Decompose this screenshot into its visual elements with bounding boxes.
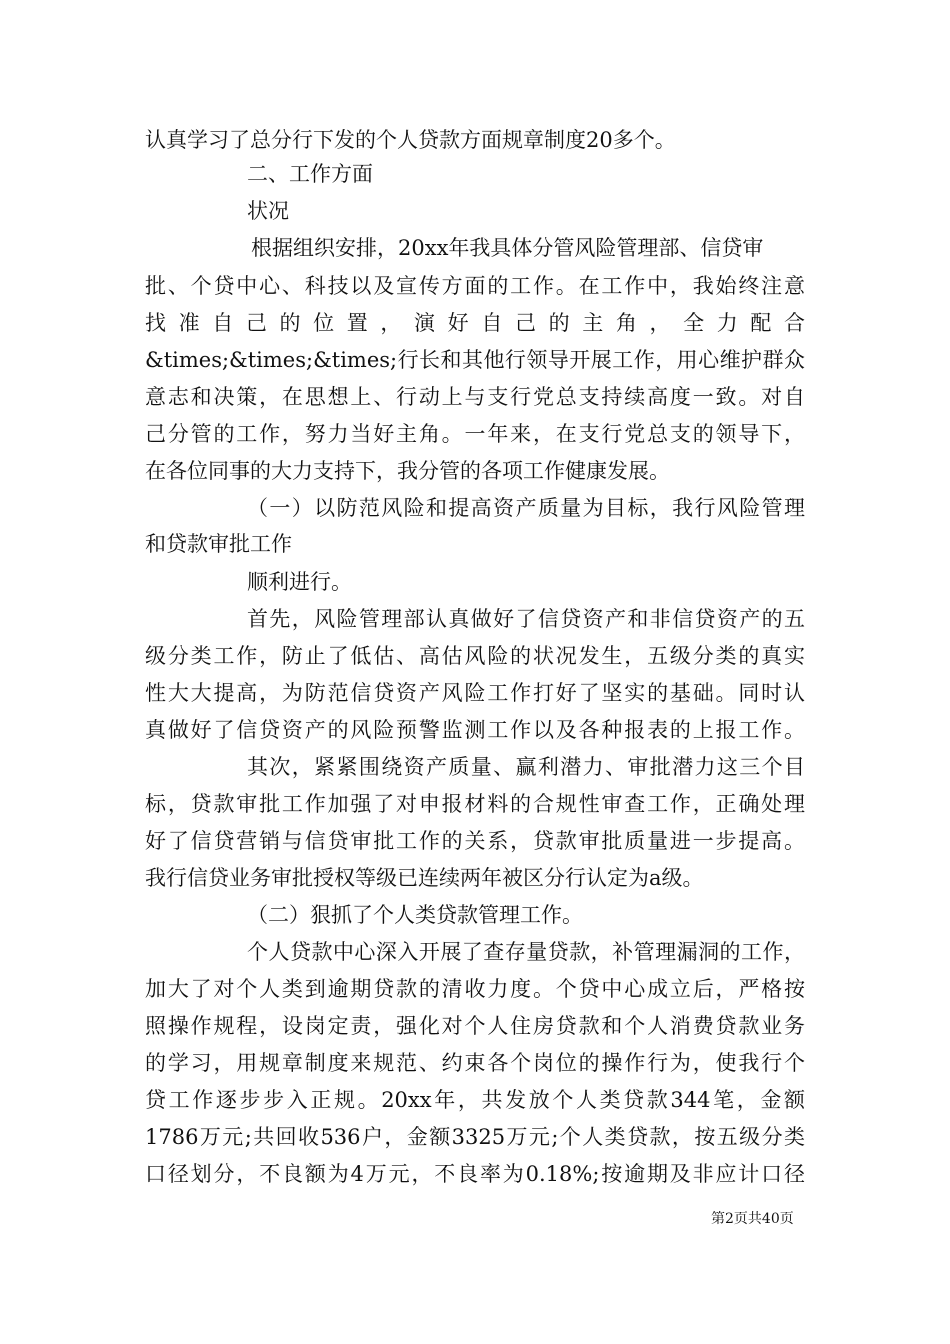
- paragraph-line: 己分管的工作，努力当好主角。一年来，在支行党总支的领导下，: [145, 422, 805, 446]
- paragraph-line: 的学习，用规章制度来规范、约束各个岗位的操作行为，使我行个: [145, 1051, 805, 1075]
- page-number: 第2页共40页: [711, 1211, 794, 1227]
- paragraph-line: 根据组织安排，20xx年我具体分管风险管理部、信贷审: [251, 236, 764, 260]
- paragraph-line: 认真学习了总分行下发的个人贷款方面规章制度20多个。: [145, 128, 676, 152]
- paragraph-line: 口径划分，不良额为4万元，不良率为0.18%;按逾期及非应计口径: [145, 1162, 805, 1186]
- paragraph-line: 在各位同事的大力支持下，我分管的各项工作健康发展。: [145, 459, 670, 483]
- section-heading: 二、工作方面: [247, 162, 373, 186]
- paragraph-line: 和贷款审批工作: [145, 532, 292, 556]
- subsection-heading: （二）狠抓了个人类贷款管理工作。: [247, 903, 583, 927]
- paragraph-line: 找准自己的位置，演好自己的主角，全力配合: [145, 311, 805, 335]
- paragraph-line: 意志和决策，在思想上、行动上与支行党总支持续高度一致。对自: [145, 385, 805, 409]
- paragraph-line: 照操作规程，设岗定责，强化对个人住房贷款和个人消费贷款业务: [145, 1014, 805, 1038]
- paragraph-line: 个人贷款中心深入开展了查存量贷款，补管理漏洞的工作，: [247, 940, 805, 964]
- paragraph-line: 首先，风险管理部认真做好了信贷资产和非信贷资产的五: [247, 607, 805, 631]
- paragraph-line: 级分类工作，防止了低估、高估风险的状况发生，五级分类的真实: [145, 644, 805, 668]
- paragraph-line: 性大大提高，为防范信贷资产风险工作打好了坚实的基础。同时认: [145, 681, 805, 705]
- paragraph-line: 顺利进行。: [247, 570, 352, 594]
- paragraph-line: 1786万元;共回收536户，金额3325万元;个人类贷款，按五级分类: [145, 1125, 805, 1149]
- paragraph-line: 批、个贷中心、科技以及宣传方面的工作。在工作中，我始终注意: [145, 274, 805, 298]
- paragraph-line: 贷工作逐步步入正规。20xx年，共发放个人类贷款344笔，金额: [145, 1088, 805, 1112]
- paragraph-line: 好了信贷营销与信贷审批工作的关系，贷款审批质量进一步提高。: [145, 829, 805, 853]
- paragraph-line: 其次，紧紧围绕资产质量、赢利潜力、审批潜力这三个目: [247, 755, 805, 779]
- paragraph-line: 加大了对个人类到逾期贷款的清收力度。个贷中心成立后，严格按: [145, 977, 805, 1001]
- paragraph-line: 我行信贷业务审批授权等级已连续两年被区分行认定为a级。: [145, 866, 704, 890]
- paragraph-line: &times;&times;&times;行长和其他行领导开展工作，用心维护群众: [145, 348, 805, 372]
- paragraph-line: 真做好了信贷资产的风险预警监测工作以及各种报表的上报工作。: [145, 718, 805, 742]
- paragraph-line: 标，贷款审批工作加强了对申报材料的合规性审查工作，正确处理: [145, 792, 805, 816]
- paragraph-line: 状况: [247, 199, 289, 223]
- subsection-heading: （一）以防范风险和提高资产质量为目标，我行风险管理: [247, 496, 805, 520]
